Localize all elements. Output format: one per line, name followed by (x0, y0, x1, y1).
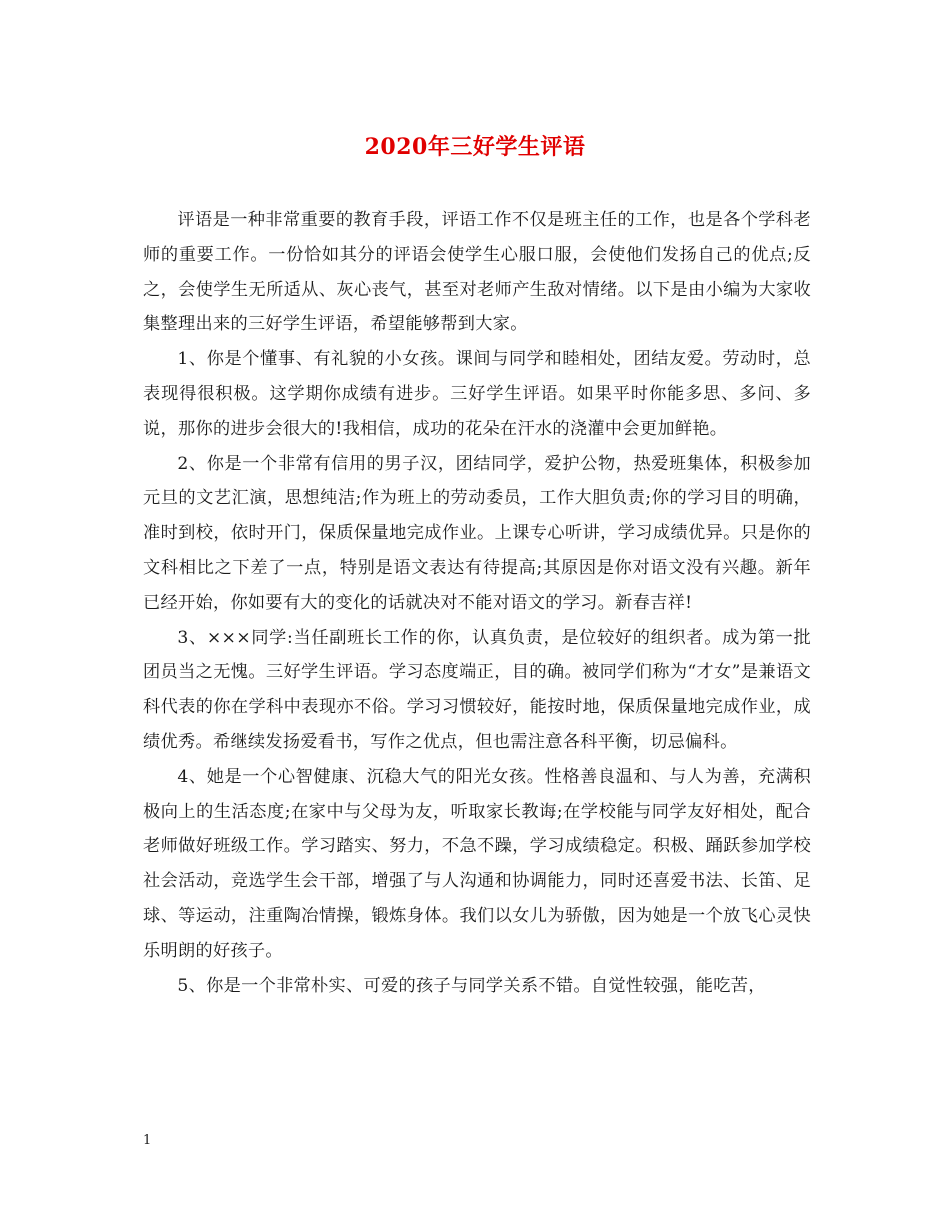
comment-paragraph-3: 3、×××同学:当任副班长工作的你，认真负责，是位较好的组织者。成为第一批团员当之无愧。三好学生评语。学习态度端正，目的确。被同学们称为“才女”是兼语文科代表的你在学科中表现亦不俗。学习习惯较好，能按时地，保质保量地完成作业，成绩优秀。希继续发扬爱看书，写作之优点，但也需注意各科平衡，切忌偏科。 (143, 627, 811, 752)
comment-paragraph-2: 2、你是一个非常有信用的男子汉，团结同学，爱护公物，热爱班集体，积极参加元旦的文艺汇演，思想纯洁;作为班上的劳动委员，工作大胆负责;你的学习目的明确，准时到校，依时开门，保质保量地完成作业。上课专心听讲，学习成绩优异。只是你的文科相比之下差了一点，特别是语文表达有待提高;其原因是你对语文没有兴趣。新年已经开始，你如要有大的变化的话就决对不能对语文的学习。新春吉祥! (143, 453, 811, 613)
intro-paragraph: 评语是一种非常重要的教育手段，评语工作不仅是班主任的工作，也是各个学科老师的重要工作。一份恰如其分的评语会使学生心服口服，会使他们发扬自己的优点;反之，会使学生无所适从、灰心丧气，甚至对老师产生敌对情绪。以下是由小编为大家收集整理出来的三好学生评语，希望能够帮到大家。 (143, 210, 811, 335)
document-body (143, 203, 811, 1003)
page-number: 1 (143, 1133, 152, 1148)
document-title: 2020年三好学生评语 (364, 134, 586, 160)
comment-paragraph-4: 4、她是一个心智健康、沉稳大气的阳光女孩。性格善良温和、与人为善，充满积极向上的生活态度;在家中与父母为友，听取家长教诲;在学校能与同学友好相处，配合老师做好班级工作。学习踏实、努力，不急不躁，学习成绩稳定。积极、踊跃参加学校社会活动，竞选学生会干部，增强了与人沟通和协调能力，同时还喜爱书法、长笛、足球、等运动，注重陶冶情操，锻炼身体。我们以女儿为骄傲，因为她是一个放飞心灵快乐明朗的好孩子。 (143, 766, 811, 961)
comment-paragraph-1: 1、你是个懂事、有礼貌的小女孩。课间与同学和睦相处，团结友爱。劳动时，总表现得很积极。这学期你成绩有进步。三好学生评语。如果平时你能多思、多问、多说，那你的进步会很大的!我相信，成功的花朵在汗水的浇灌中会更加鲜艳。 (143, 349, 811, 439)
comment-paragraph-5: 5、你是一个非常朴实、可爱的孩子与同学关系不错。自觉性较强，能吃苦， (177, 975, 766, 996)
